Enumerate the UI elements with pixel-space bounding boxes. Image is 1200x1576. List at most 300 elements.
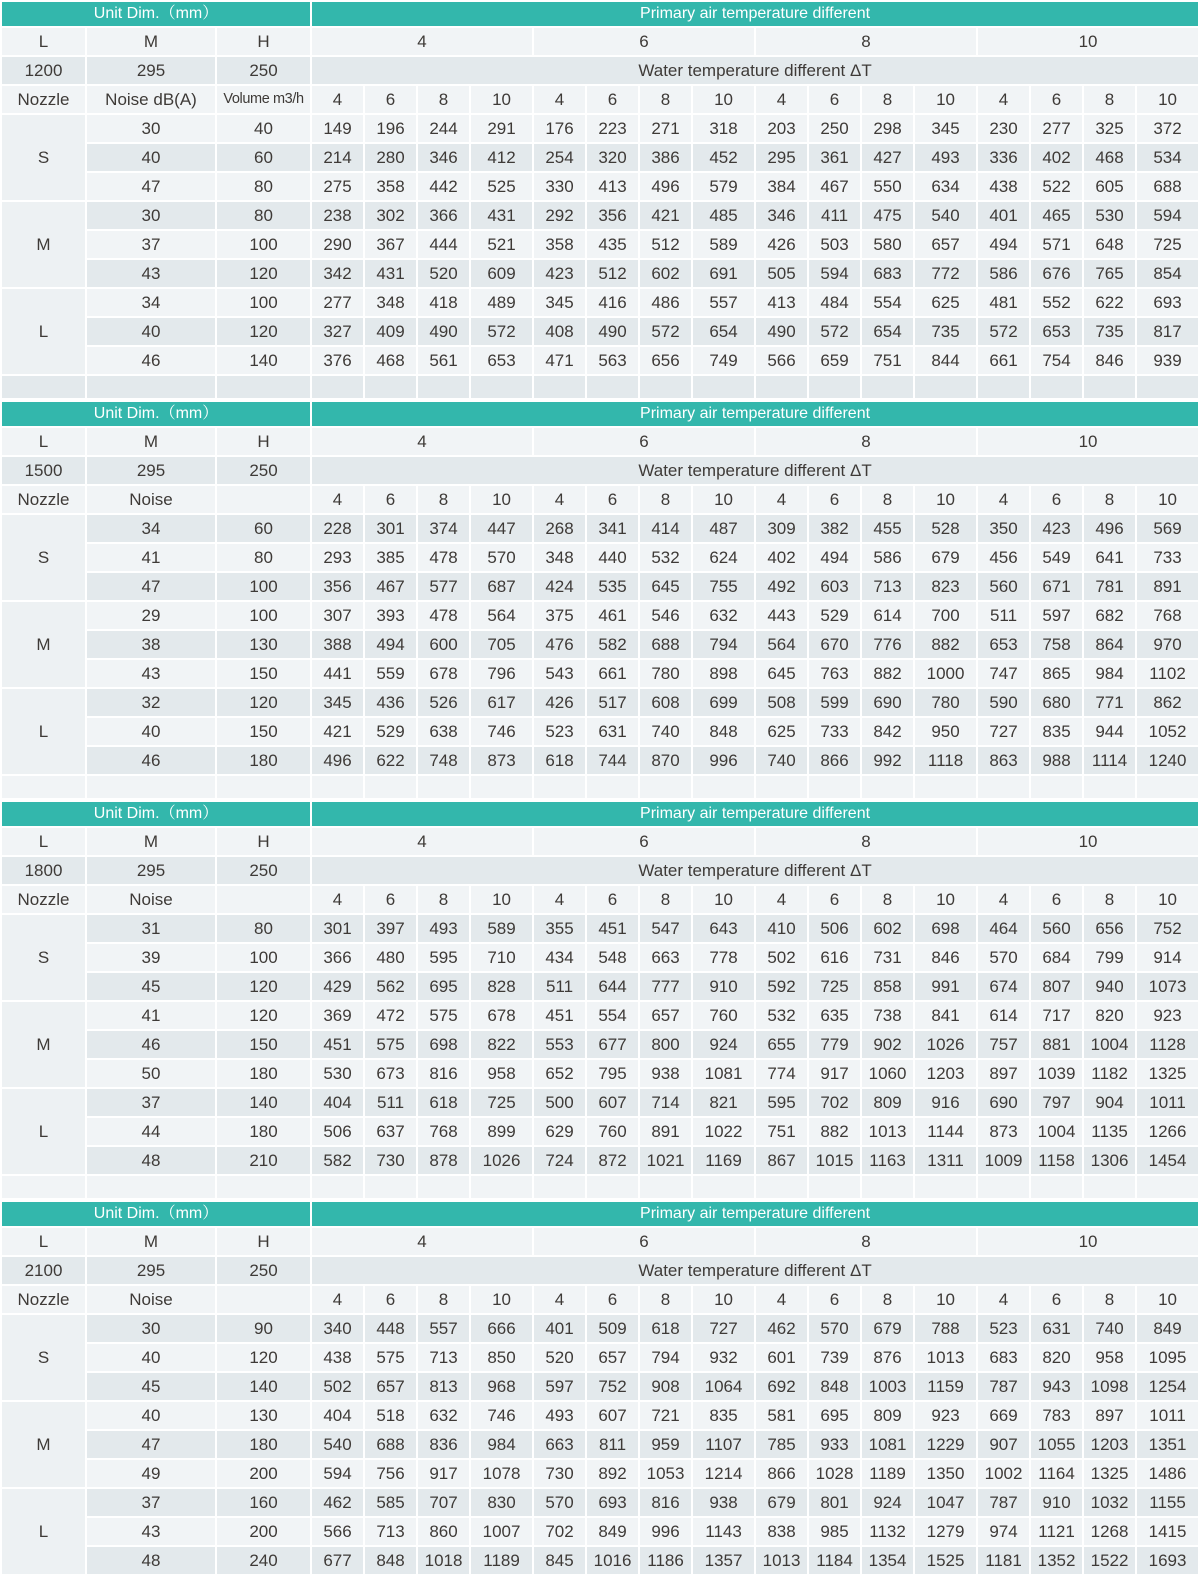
capacity-value-cell: 940 <box>1084 973 1135 1000</box>
capacity-value-cell: 897 <box>978 1060 1029 1087</box>
capacity-value-cell: 648 <box>1084 231 1135 258</box>
capacity-value-cell: 511 <box>978 602 1029 629</box>
capacity-value-cell: 1011 <box>1137 1402 1198 1429</box>
capacity-value-cell: 907 <box>978 1431 1029 1458</box>
capacity-value-cell: 1189 <box>471 1547 532 1574</box>
capacity-value-cell: 845 <box>534 1547 585 1574</box>
capacity-value-cell: 1003 <box>862 1373 913 1400</box>
capacity-value-cell: 864 <box>1084 631 1135 658</box>
capacity-value-cell: 713 <box>862 573 913 600</box>
capacity-value-cell: 385 <box>365 544 416 571</box>
capacity-value-cell: 564 <box>756 631 807 658</box>
noise-cell: 49 <box>87 1460 215 1487</box>
capacity-value-cell: 1026 <box>471 1147 532 1174</box>
capacity-value-cell: 367 <box>365 231 416 258</box>
capacity-value-cell: 813 <box>418 1373 469 1400</box>
capacity-value-cell: 575 <box>365 1031 416 1058</box>
volume-cell: 130 <box>217 631 310 658</box>
unit-width-value: 295 <box>87 1257 215 1284</box>
capacity-value-cell: 404 <box>312 1089 363 1116</box>
water-dt-tick: 4 <box>756 1286 807 1313</box>
capacity-value-cell: 849 <box>1137 1315 1198 1342</box>
table-row <box>2 689 1198 716</box>
capacity-value-cell: 1268 <box>1084 1518 1135 1545</box>
capacity-value-cell: 512 <box>587 260 638 287</box>
volume-cell: 120 <box>217 689 310 716</box>
capacity-value-cell: 654 <box>862 318 913 345</box>
capacity-value-cell: 873 <box>471 747 532 774</box>
capacity-value-cell: 643 <box>693 915 754 942</box>
capacity-value-cell: 594 <box>809 260 860 287</box>
capacity-value-cell: 293 <box>312 544 363 571</box>
capacity-value-cell: 520 <box>418 260 469 287</box>
water-dt-tick: 10 <box>471 886 532 913</box>
spacer-cell <box>693 376 754 398</box>
capacity-value-cell: 345 <box>915 115 976 142</box>
water-dt-tick: 4 <box>978 1286 1029 1313</box>
capacity-value-cell: 988 <box>1031 747 1082 774</box>
capacity-value-cell: 848 <box>809 1373 860 1400</box>
volume-cell: 140 <box>217 1089 310 1116</box>
capacity-value-cell: 589 <box>693 231 754 258</box>
capacity-value-cell: 677 <box>587 1031 638 1058</box>
capacity-value-cell: 275 <box>312 173 363 200</box>
capacity-value-cell: 870 <box>640 747 691 774</box>
water-dt-tick: 6 <box>587 86 638 113</box>
capacity-value-cell: 443 <box>756 602 807 629</box>
capacity-value-cell: 1266 <box>1137 1118 1198 1145</box>
capacity-value-cell: 1078 <box>471 1460 532 1487</box>
capacity-value-cell: 560 <box>978 573 1029 600</box>
capacity-value-cell: 455 <box>862 515 913 542</box>
capacity-value-cell: 1279 <box>915 1518 976 1545</box>
spacer-cell <box>365 376 416 398</box>
water-dt-tick: 6 <box>809 86 860 113</box>
capacity-value-cell: 795 <box>587 1060 638 1087</box>
air-temp-group-header: 6 <box>534 828 754 855</box>
capacity-value-cell: 580 <box>862 231 913 258</box>
capacity-value-cell: 547 <box>640 915 691 942</box>
capacity-value-cell: 634 <box>915 173 976 200</box>
capacity-value-cell: 749 <box>693 347 754 374</box>
col-label-noise: Noise <box>87 486 215 513</box>
water-dt-tick: 4 <box>534 486 585 513</box>
water-dt-tick: 6 <box>365 86 416 113</box>
capacity-value-cell: 744 <box>587 747 638 774</box>
air-temp-group-header: 10 <box>978 828 1198 855</box>
water-dt-tick: 4 <box>312 1286 363 1313</box>
capacity-value-cell: 779 <box>809 1031 860 1058</box>
capacity-value-cell: 496 <box>640 173 691 200</box>
capacity-value-cell: 624 <box>693 544 754 571</box>
capacity-value-cell: 1022 <box>693 1118 754 1145</box>
capacity-value-cell: 369 <box>312 1002 363 1029</box>
capacity-value-cell: 751 <box>756 1118 807 1145</box>
water-dt-tick: 6 <box>1031 86 1082 113</box>
dim-value-row <box>2 457 1198 484</box>
capacity-value-cell: 748 <box>418 747 469 774</box>
spacer-cell <box>312 376 363 398</box>
capacity-value-cell: 563 <box>587 347 638 374</box>
capacity-value-cell: 657 <box>640 1002 691 1029</box>
spacer-cell <box>418 776 469 798</box>
capacity-value-cell: 670 <box>809 631 860 658</box>
air-temp-group-header: 8 <box>756 1228 976 1255</box>
capacity-value-cell: 271 <box>640 115 691 142</box>
capacity-value-cell: 698 <box>915 915 976 942</box>
capacity-value-cell: 846 <box>1084 347 1135 374</box>
capacity-value-cell: 441 <box>312 660 363 687</box>
capacity-value-cell: 838 <box>756 1518 807 1545</box>
capacity-value-cell: 760 <box>693 1002 754 1029</box>
capacity-value-cell: 721 <box>640 1402 691 1429</box>
capacity-value-cell: 1325 <box>1084 1460 1135 1487</box>
capacity-value-cell: 557 <box>693 289 754 316</box>
capacity-value-cell: 511 <box>365 1089 416 1116</box>
table-row <box>2 1402 1198 1429</box>
water-dt-tick: 4 <box>756 886 807 913</box>
capacity-value-cell: 440 <box>587 544 638 571</box>
capacity-value-cell: 416 <box>587 289 638 316</box>
nozzle-size-cell: M <box>2 202 85 287</box>
spacer-cell <box>1137 376 1198 398</box>
capacity-value-cell: 747 <box>978 660 1029 687</box>
capacity-value-cell: 740 <box>640 718 691 745</box>
capacity-value-cell: 472 <box>365 1002 416 1029</box>
capacity-value-cell: 796 <box>471 660 532 687</box>
capacity-value-cell: 938 <box>640 1060 691 1087</box>
capacity-value-cell: 592 <box>756 973 807 1000</box>
capacity-value-cell: 671 <box>1031 573 1082 600</box>
capacity-value-cell: 327 <box>312 318 363 345</box>
capacity-value-cell: 917 <box>809 1060 860 1087</box>
unit-width-value: 295 <box>87 457 215 484</box>
water-dt-tick: 8 <box>640 86 691 113</box>
capacity-value-cell: 1073 <box>1137 973 1198 1000</box>
capacity-value-cell: 866 <box>756 1460 807 1487</box>
capacity-value-cell: 346 <box>418 144 469 171</box>
capacity-value-cell: 1311 <box>915 1147 976 1174</box>
spacer-cell <box>534 776 585 798</box>
capacity-value-cell: 730 <box>534 1460 585 1487</box>
capacity-value-cell: 950 <box>915 718 976 745</box>
col-label-volume <box>217 1286 310 1313</box>
table-row <box>2 173 1198 200</box>
capacity-value-cell: 475 <box>862 202 913 229</box>
capacity-value-cell: 835 <box>1031 718 1082 745</box>
capacity-value-cell: 916 <box>915 1089 976 1116</box>
volume-cell: 180 <box>217 1060 310 1087</box>
spacer-cell <box>418 1176 469 1198</box>
capacity-value-cell: 597 <box>1031 602 1082 629</box>
capacity-value-cell: 631 <box>1031 1315 1082 1342</box>
capacity-value-cell: 678 <box>471 1002 532 1029</box>
capacity-value-cell: 645 <box>640 573 691 600</box>
capacity-value-cell: 655 <box>756 1031 807 1058</box>
capacity-value-cell: 451 <box>587 915 638 942</box>
unit-width-value: 295 <box>87 57 215 84</box>
water-dt-tick: 8 <box>640 1286 691 1313</box>
water-dt-tick: 8 <box>1084 886 1135 913</box>
dim-header-cell: H <box>217 428 310 455</box>
air-temp-group-header: 10 <box>978 28 1198 55</box>
spacer-cell <box>471 776 532 798</box>
capacity-value-cell: 1240 <box>1137 747 1198 774</box>
noise-cell: 37 <box>87 1489 215 1516</box>
spacer-cell <box>1031 376 1082 398</box>
volume-cell: 120 <box>217 1002 310 1029</box>
table-row <box>2 602 1198 629</box>
col-label-nozzle: Nozzle <box>2 486 85 513</box>
capacity-value-cell: 691 <box>693 260 754 287</box>
capacity-value-cell: 490 <box>418 318 469 345</box>
noise-cell: 45 <box>87 973 215 1000</box>
capacity-value-cell: 848 <box>365 1547 416 1574</box>
water-temp-header: Water temperature different ΔT <box>312 857 1198 884</box>
water-dt-tick: 8 <box>1084 486 1135 513</box>
table-row <box>2 115 1198 142</box>
capacity-value-cell: 970 <box>1137 631 1198 658</box>
unit-length-value: 1500 <box>2 457 85 484</box>
water-dt-tick: 4 <box>312 86 363 113</box>
capacity-value-cell: 557 <box>418 1315 469 1342</box>
capacity-value-cell: 657 <box>587 1344 638 1371</box>
capacity-value-cell: 1026 <box>915 1031 976 1058</box>
capacity-value-cell: 809 <box>862 1089 913 1116</box>
spacer-cell <box>217 1176 310 1198</box>
capacity-value-cell: 860 <box>418 1518 469 1545</box>
capacity-value-cell: 882 <box>809 1118 860 1145</box>
capacity-value-cell: 862 <box>1137 689 1198 716</box>
noise-cell: 43 <box>87 260 215 287</box>
col-label-nozzle: Nozzle <box>2 86 85 113</box>
capacity-value-cell: 618 <box>418 1089 469 1116</box>
capacity-value-cell: 958 <box>471 1060 532 1087</box>
dim-value-row <box>2 1257 1198 1284</box>
capacity-value-cell: 760 <box>587 1118 638 1145</box>
capacity-value-cell: 717 <box>1031 1002 1082 1029</box>
volume-cell: 120 <box>217 1344 310 1371</box>
capacity-value-cell: 196 <box>365 115 416 142</box>
spacer-cell <box>1084 776 1135 798</box>
capacity-value-cell: 402 <box>1031 144 1082 171</box>
capacity-value-cell: 597 <box>534 1373 585 1400</box>
capacity-value-cell: 436 <box>365 689 416 716</box>
volume-cell: 240 <box>217 1547 310 1574</box>
capacity-value-cell: 1254 <box>1137 1373 1198 1400</box>
spacer-cell <box>862 1176 913 1198</box>
capacity-value-cell: 502 <box>756 944 807 971</box>
capacity-value-cell: 487 <box>693 515 754 542</box>
capacity-value-cell: 404 <box>312 1402 363 1429</box>
capacity-value-cell: 1350 <box>915 1460 976 1487</box>
capacity-value-cell: 518 <box>365 1402 416 1429</box>
water-dt-tick: 8 <box>418 1286 469 1313</box>
water-dt-tick: 4 <box>312 886 363 913</box>
capacity-value-cell: 632 <box>693 602 754 629</box>
capacity-value-cell: 1107 <box>693 1431 754 1458</box>
water-dt-tick: 4 <box>534 1286 585 1313</box>
capacity-value-cell: 822 <box>471 1031 532 1058</box>
capacity-value-cell: 526 <box>418 689 469 716</box>
noise-cell: 43 <box>87 1518 215 1545</box>
capacity-value-cell: 731 <box>862 944 913 971</box>
noise-cell: 47 <box>87 173 215 200</box>
primary-air-temp-header: Primary air temperature different <box>312 1202 1198 1226</box>
capacity-value-cell: 684 <box>1031 944 1082 971</box>
capacity-value-cell: 938 <box>693 1489 754 1516</box>
air-temp-group-header: 6 <box>534 1228 754 1255</box>
unit-dim-header: Unit Dim.（mm） <box>2 1202 310 1226</box>
capacity-value-cell: 149 <box>312 115 363 142</box>
capacity-value-cell: 529 <box>365 718 416 745</box>
capacity-value-cell: 1214 <box>693 1460 754 1487</box>
capacity-value-cell: 629 <box>534 1118 585 1145</box>
capacity-value-cell: 914 <box>1137 944 1198 971</box>
air-temp-group-header: 4 <box>312 1228 532 1255</box>
capacity-value-cell: 768 <box>418 1118 469 1145</box>
water-dt-tick: 8 <box>862 486 913 513</box>
col-label-nozzle: Nozzle <box>2 886 85 913</box>
capacity-value-cell: 410 <box>756 915 807 942</box>
capacity-value-cell: 787 <box>978 1489 1029 1516</box>
capacity-value-cell: 787 <box>978 1373 1029 1400</box>
capacity-value-cell: 330 <box>534 173 585 200</box>
water-dt-tick: 8 <box>1084 1286 1135 1313</box>
volume-cell: 160 <box>217 1489 310 1516</box>
col-label-noise: Noise dB(A) <box>87 86 215 113</box>
capacity-value-cell: 632 <box>418 1402 469 1429</box>
capacity-value-cell: 1186 <box>640 1547 691 1574</box>
capacity-value-cell: 600 <box>418 631 469 658</box>
capacity-value-cell: 873 <box>978 1118 1029 1145</box>
water-dt-tick: 6 <box>587 1286 638 1313</box>
unit-length-value: 1800 <box>2 857 85 884</box>
capacity-value-cell: 447 <box>471 515 532 542</box>
capacity-value-cell: 1128 <box>1137 1031 1198 1058</box>
capacity-value-cell: 757 <box>978 1031 1029 1058</box>
capacity-value-cell: 622 <box>365 747 416 774</box>
volume-cell: 100 <box>217 602 310 629</box>
table-row <box>2 544 1198 571</box>
water-temp-header: Water temperature different ΔT <box>312 457 1198 484</box>
capacity-value-cell: 923 <box>915 1402 976 1429</box>
unit-width-value: 295 <box>87 857 215 884</box>
capacity-value-cell: 991 <box>915 973 976 1000</box>
table-title-row <box>2 802 1198 826</box>
capacity-value-cell: 409 <box>365 318 416 345</box>
capacity-value-cell: 461 <box>587 602 638 629</box>
capacity-value-cell: 429 <box>312 973 363 1000</box>
capacity-value-cell: 569 <box>1137 515 1198 542</box>
table-row <box>2 515 1198 542</box>
capacity-value-cell: 794 <box>693 631 754 658</box>
capacity-value-cell: 1163 <box>862 1147 913 1174</box>
capacity-value-cell: 561 <box>418 347 469 374</box>
capacity-value-cell: 566 <box>756 347 807 374</box>
column-label-row <box>2 486 1198 513</box>
volume-cell: 100 <box>217 944 310 971</box>
capacity-value-cell: 754 <box>1031 347 1082 374</box>
capacity-value-cell: 493 <box>915 144 976 171</box>
capacity-value-cell: 881 <box>1031 1031 1082 1058</box>
water-dt-tick: 10 <box>915 886 976 913</box>
noise-cell: 40 <box>87 1402 215 1429</box>
table-row <box>2 915 1198 942</box>
table-row <box>2 973 1198 1000</box>
column-label-row <box>2 886 1198 913</box>
capacity-value-cell: 478 <box>418 544 469 571</box>
capacity-value-cell: 590 <box>978 689 1029 716</box>
capacity-value-cell: 346 <box>756 202 807 229</box>
capacity-value-cell: 836 <box>418 1431 469 1458</box>
capacity-value-cell: 413 <box>587 173 638 200</box>
table-row <box>2 1518 1198 1545</box>
capacity-value-cell: 572 <box>640 318 691 345</box>
table-row <box>2 1431 1198 1458</box>
capacity-value-cell: 528 <box>915 515 976 542</box>
capacity-value-cell: 882 <box>915 631 976 658</box>
capacity-value-cell: 512 <box>640 231 691 258</box>
spacer-cell <box>693 1176 754 1198</box>
capacity-value-cell: 435 <box>587 231 638 258</box>
capacity-value-cell: 307 <box>312 602 363 629</box>
capacity-value-cell: 602 <box>640 260 691 287</box>
capacity-value-cell: 1203 <box>915 1060 976 1087</box>
capacity-value-cell: 554 <box>587 1002 638 1029</box>
dim-header-cell: M <box>87 828 215 855</box>
capacity-value-cell: 1354 <box>862 1547 913 1574</box>
capacity-value-cell: 492 <box>756 573 807 600</box>
capacity-value-cell: 506 <box>809 915 860 942</box>
spacer-cell <box>587 376 638 398</box>
table-row <box>2 289 1198 316</box>
capacity-value-cell: 571 <box>1031 231 1082 258</box>
spacer-cell <box>978 376 1029 398</box>
capacity-value-cell: 850 <box>471 1344 532 1371</box>
capacity-value-cell: 1081 <box>862 1431 913 1458</box>
capacity-value-cell: 1352 <box>1031 1547 1082 1574</box>
capacity-value-cell: 523 <box>978 1315 1029 1342</box>
dim-header-cell: L <box>2 1228 85 1255</box>
capacity-value-cell: 493 <box>418 915 469 942</box>
capacity-value-cell: 1032 <box>1084 1489 1135 1516</box>
capacity-value-cell: 1039 <box>1031 1060 1082 1087</box>
spacer-cell <box>312 1176 363 1198</box>
capacity-value-cell: 485 <box>693 202 754 229</box>
capacity-value-cell: 503 <box>809 231 860 258</box>
capacity-value-cell: 725 <box>1137 231 1198 258</box>
table-row <box>2 231 1198 258</box>
capacity-value-cell: 594 <box>312 1460 363 1487</box>
spacer-cell <box>87 776 215 798</box>
capacity-value-cell: 653 <box>1031 318 1082 345</box>
dim-header-cell: H <box>217 828 310 855</box>
volume-cell: 120 <box>217 318 310 345</box>
capacity-value-cell: 635 <box>809 1002 860 1029</box>
capacity-value-cell: 554 <box>862 289 913 316</box>
water-dt-tick: 10 <box>471 86 532 113</box>
water-dt-tick: 10 <box>1137 486 1198 513</box>
capacity-value-cell: 898 <box>693 660 754 687</box>
capacity-value-cell: 562 <box>365 973 416 1000</box>
capacity-value-cell: 402 <box>756 544 807 571</box>
water-dt-tick: 8 <box>640 486 691 513</box>
volume-cell: 80 <box>217 173 310 200</box>
water-dt-tick: 6 <box>365 886 416 913</box>
capacity-value-cell: 471 <box>534 347 585 374</box>
capacity-value-cell: 1522 <box>1084 1547 1135 1574</box>
